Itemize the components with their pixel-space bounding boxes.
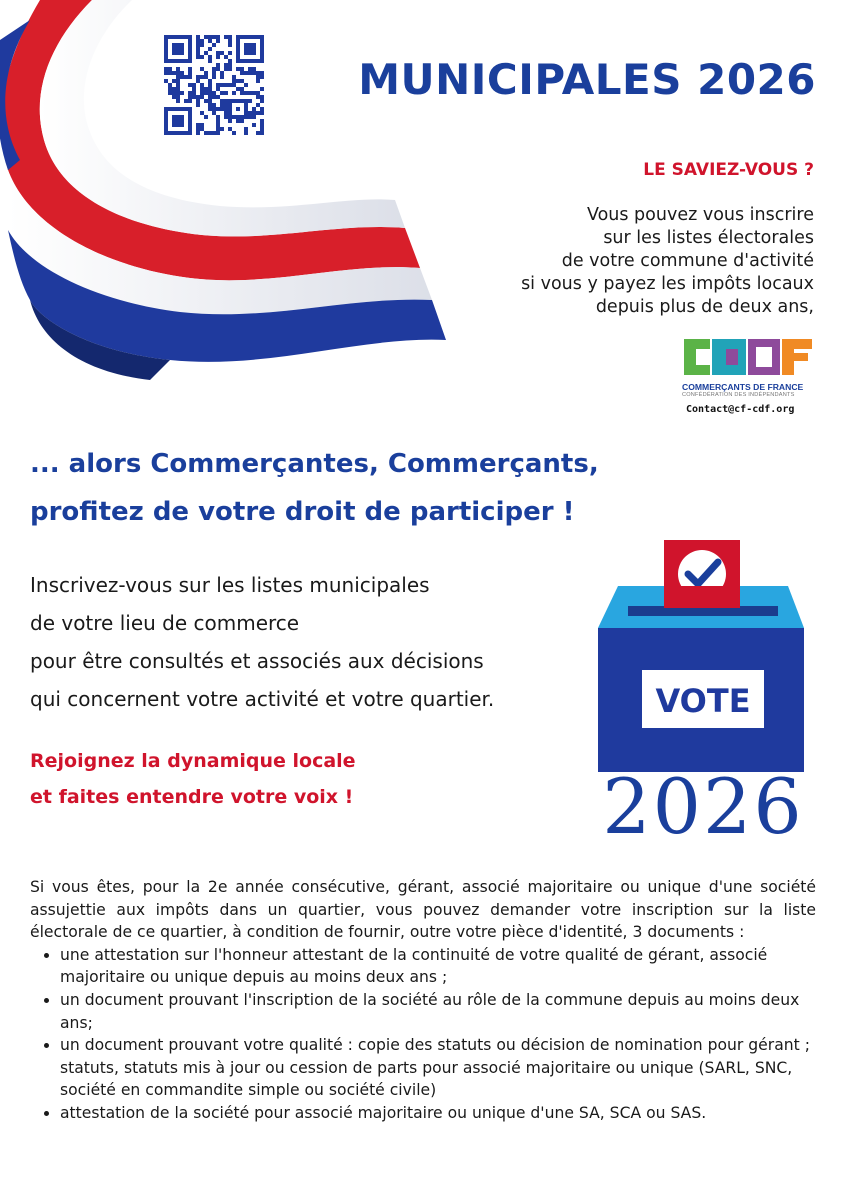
call-to-action (30, 743, 356, 815)
page-title: MUNICIPALES 2026 (358, 55, 816, 104)
headline (30, 440, 599, 536)
intro-line: sur les listes électorales (603, 228, 814, 248)
details-paragraph: Si vous êtes, pour la 2e année consécutive, gérant, associé majoritaire ou unique d'une société assujettie aux impôts dans un quartier, vous pouvez demander votre inscription sur la liste électorale de ce quartier, à condition de fournir, outre votre pièce d'identité, 3 documents : (30, 878, 816, 942)
details-section (30, 876, 816, 1125)
headline-line: ... alors Commerçantes, Commerçants, (30, 449, 599, 479)
body-line: Inscrivez-vous sur les listes municipales (30, 573, 430, 597)
list-item: • un document prouvant votre qualité : copie des statuts ou décision de nomination pour gérant ; statuts, statuts mis à jour ou cession de parts pour associé majoritaire ou unique (SARL, SNC, société en commandite simple ou société civile) (60, 1034, 816, 1102)
list-item: • un document prouvant l'inscription de la société au rôle de la commune depuis au moins deux ans; (60, 989, 816, 1034)
ballot-box-icon (592, 538, 814, 774)
ballot-label: VOTE (655, 682, 751, 720)
intro-line: depuis plus de deux ans, (595, 297, 814, 317)
body-line: qui concernent votre activité et votre quartier. (30, 687, 495, 711)
logo-name: COMMERÇANTS DE FRANCE (682, 382, 804, 392)
logo-subtitle: CONFÉDÉRATION DES INDÉPENDANTS (682, 392, 795, 398)
requirements-list (30, 944, 816, 1125)
qr-code-icon (163, 35, 265, 135)
cta-line: Rejoignez la dynamique locale (30, 750, 356, 772)
list-item: • attestation de la société pour associé majoritaire ou unique d'une SA, SCA ou SAS. (60, 1102, 816, 1125)
body-line: pour être consultés et associés aux décisions (30, 649, 484, 673)
cdf-logo (682, 333, 814, 381)
intro-line: si vous y payez les impôts locaux (521, 274, 814, 294)
body-line: de votre lieu de commerce (30, 611, 300, 635)
contact-email[interactable]: Contact@cf-cdf.org (686, 404, 795, 415)
did-you-know-heading: LE SAVIEZ-VOUS ? (643, 160, 814, 180)
intro-line: Vous pouvez vous inscrire (586, 205, 814, 225)
vote-year: 2026 (602, 762, 804, 851)
body-text (30, 566, 494, 718)
intro-text (521, 204, 814, 319)
list-item: • une attestation sur l'honneur attestant de la continuité de votre qualité de gérant, associé majoritaire ou unique depuis au moins deux ans ; (60, 944, 816, 989)
headline-line: profitez de votre droit de participer ! (30, 497, 575, 527)
intro-line: de votre commune d'activité (561, 251, 814, 271)
cta-line: et faites entendre votre voix ! (30, 786, 354, 808)
